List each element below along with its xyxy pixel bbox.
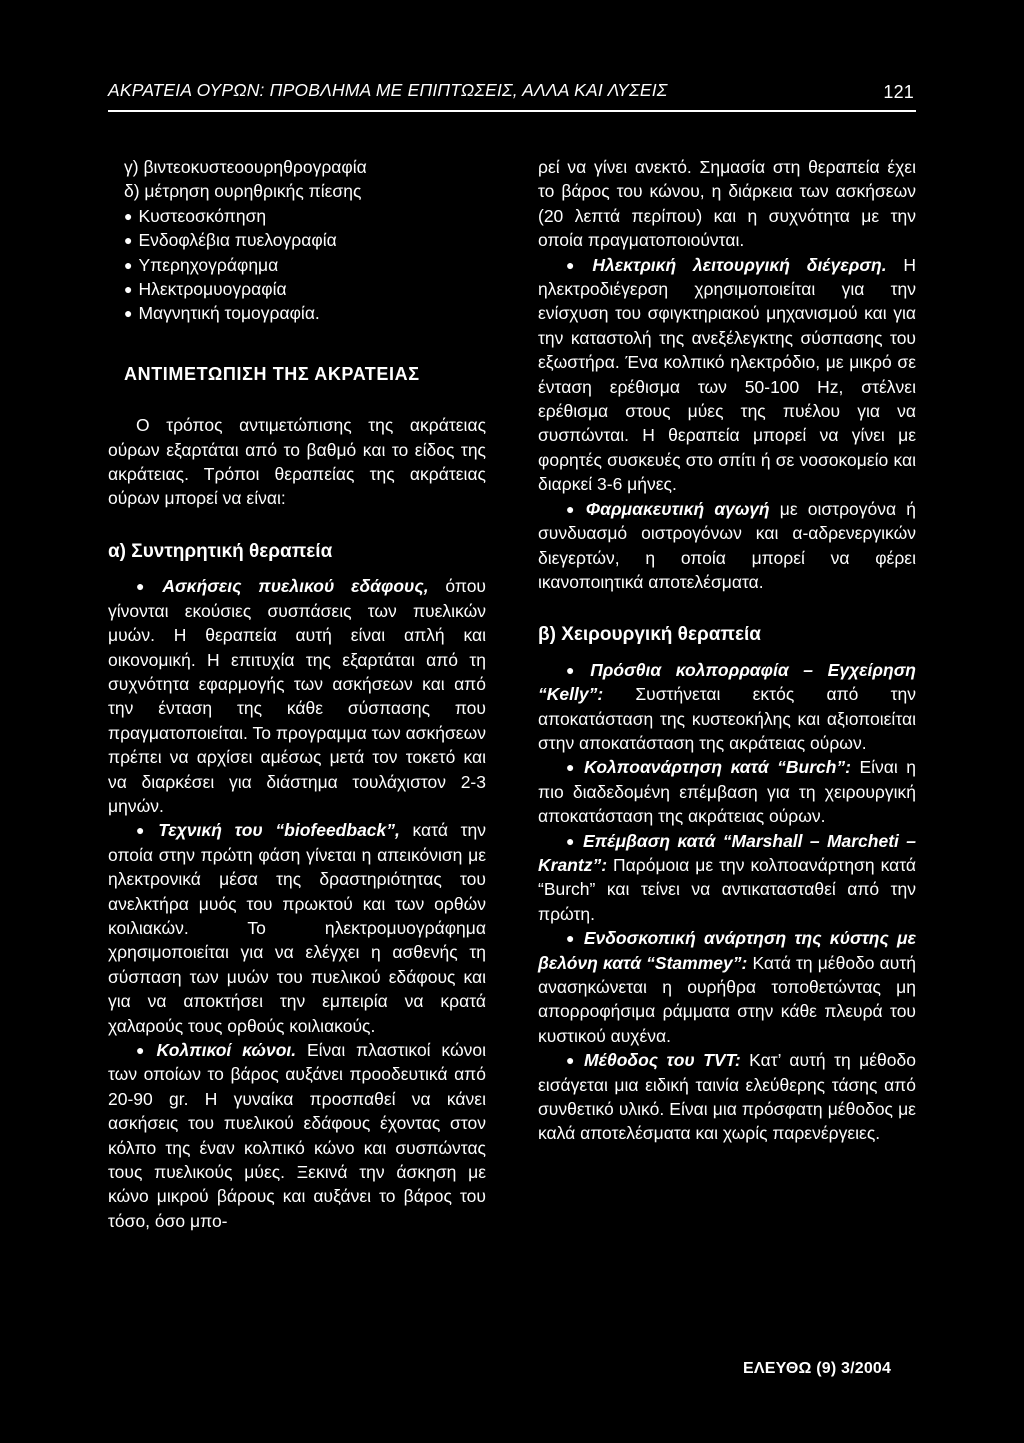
intro-paragraph: Ο τρόπος αντιμετώπισης της ακράτειας ούρων εξαρτάται από το βαθμό και το είδος της ακράτειας. Τρόποι θεραπείας της ακράτειας ούρων μπορεί να είναι: [108,415,486,509]
subheading-conservative: α) Συντηρητική θεραπεία [108,540,333,562]
continued-paragraph: ρεί να γίνει ανεκτό. Σημασία στη θεραπεία έχει το βάρος του κώνου, η διάρκεια των ασκήσεων (20 λεπτά περίπου) και η συχνότητα με την οποία πραγματοποιούνται. [538,157,916,251]
drug-therapy-paragraph: ● Φαρμακευτική αγωγή με οιστρογόνα ή συνδυασμό οιστρογόνων και α-αδρενεργικών διεγερτών, η οποία μπορεί να φέρει ικανοποιητικά αποτελέσματα. [538,498,916,592]
drug-therapy-label: Φαρμακευτική αγωγή [585,498,770,519]
bullet-icon: ● [136,578,157,595]
kelly-label: Πρόσθια κολπορραφία – Εγχείρηση “Kelly”: [538,659,916,705]
bullet-icon: ● [124,256,133,273]
left-column [108,155,486,1233]
list-item: γ) βιντεοκυστεοουρηθρογραφία [124,157,367,177]
bullet-icon: ● [124,232,133,249]
bullet-icon: ● [566,759,579,776]
header-rule [108,110,916,112]
bullet-icon: ● [124,281,133,298]
bullet-icon: ● [566,256,587,273]
running-header [108,78,916,108]
section-heading: ΑΝΤΙΜΕΤΩΠΙΣΗ ΤΗΣ ΑΚΡΑΤΕΙΑΣ [124,363,420,384]
biofeedback-paragraph: ● Τεχνική του “biofeedback”, κατά την οποία στην πρώτη φάση γίνεται η απεικόνιση με ηλεκτρονικά μέσα της δραστηριότητας του ανελκτήρα μυός του πρωκτού και των ορθών κοιλιακών. Το ηλεκτρομυογράφημα χρησιμοποιείται για να ελέγχει η ασθενής τη σύσπαση των μυών του πυελικού εδάφους και για να αποκτήσει την εμπειρία να κρατά χαλαρούς τους ορθούς κοιλιακούς. [108,820,486,1036]
tvt-label: Μέθοδος του TVT: [584,1050,741,1071]
vaginal-cones-label: Κολπικοί κώνοι. [156,1040,297,1060]
bullet-icon: ● [566,1052,579,1069]
bullet-icon: ● [566,832,577,849]
list-item: ● Ενδοφλέβια πυελογραφία [124,230,337,251]
header-title: ΑΚΡΑΤΕΙΑ ΟΥΡΩΝ: ΠΡΟΒΛΗΜΑ ΜΕ ΕΠΙΠΤΩΣΕΙΣ, ΑΛΛΑ ΚΑΙ ΛΥΣΕΙΣ [108,80,668,100]
vaginal-cones-paragraph: ● Κολπικοί κώνοι. Είναι πλαστικοί κώνοι των οποίων το βάρος αυξάνει προοδευτικά από 20-90 gr. Η γυναίκα προσπαθεί να κάνει ασκήσεις του πυελικού εδάφους έχοντας στον κόλπο της έναν κολπικό κώνο και συσπώντας τους πυελικούς μύες. Ξεκινά την άσκηση με κώνο μικρού βάρους και αυξάνει το βάρος του τόσο, όσο μπο- [108,1040,486,1231]
bullet-icon: ● [124,207,133,224]
pelvic-floor-paragraph: ● Ασκήσεις πυελικού εδάφους, όπου γίνονται εκούσιες συσπάσεις των πυελικών μυών. Η θεραπεία αυτή είναι απλή και οικονομική. Η επιτυχία της εξαρτάται από τη συχνότητα εφαρμογής των ασκήσεων και από την ένταση της κάθε σύσπασης που πραγματοποιείται. Το προγραμμα των ασκήσεων πρέπει να αρχίσει αμέσως μετά τον τοκετό και να διαρκέσει για διάστημα τουλάχιστον 2-3 μηνών. [108,576,486,816]
burch-paragraph: ● Κολποανάρτηση κατά “Burch”: Είναι η πιο διαδεδομένη επέμβαση για τη χειρουργική αποκατάσταση της ακράτειας ούρων. [538,757,916,827]
list-item: ● Υπερηχογράφημα [124,254,279,275]
bullet-icon: ● [566,661,585,678]
biofeedback-label: Τεχνική του “biofeedback”, [158,820,400,841]
right-column [538,155,916,1146]
kelly-paragraph: ● Πρόσθια κολπορραφία – Εγχείρηση “Kelly”: Συστήνεται εκτός από την αποκατάσταση της κυστεοκήλης και αξιοποιείται στην αποκατάσταση της ακράτειας ούρων. [538,659,916,753]
bullet-icon: ● [124,305,133,322]
burch-label: Κολποανάρτηση κατά “Burch”: [584,757,852,778]
page-number: 121 [883,82,914,102]
list-item: ● Κυστεοσκόπηση [124,205,267,226]
bullet-icon: ● [566,930,578,947]
subheading-surgical: β) Χειρουργική θεραπεία [538,624,761,646]
bullet-icon: ● [136,1042,151,1058]
bullet-icon: ● [566,500,580,517]
electrical-stimulation-paragraph: ● Ηλεκτρική λειτουργική διέγερση. Η ηλεκτροδιέγερση χρησιμοποιείται για την ενίσχυση του σφιγκτηριακού μηχανισμού και για την καταστολή της ανεξέλεγκτης σύσπασης του εξωστήρα. Ένα κολπικό ηλεκτρόδιο, με μικρό σε ένταση ερέθισμα των 50-100 Hz, στέλνει ερέθισμα στους μύες της πυέλου για να συσπώνται. Η θεραπεία μπορεί να γίνει με φορητές συσκευές στο σπίτι ή σε νοσοκομείο και διαρκεί 3-6 μήνες. [538,254,916,495]
electrical-stimulation-label: Ηλεκτρική λειτουργική διέγερση. [592,254,887,275]
stamey-label: Ενδοσκοπική ανάρτηση της κύστης με βελόνη κατά “Stammey”: [538,928,916,973]
journal-footer: ΕΛΕΥΘΩ (9) 3/2004 [743,1360,892,1377]
list-item: ● Μαγνητική τομογραφία. [124,303,320,324]
mmk-label: Επέμβαση κατά “Marshall – Marcheti – Krantz”: [538,830,916,875]
list-item: δ) μέτρηση ουρηθρικής πίεσης [124,181,362,202]
list-item: ● Ηλεκτρομυογραφία [124,279,287,300]
mmk-paragraph: ● Επέμβαση κατά “Marshall – Marcheti – Krantz”: Παρόμοια με την κολποανάρτηση κατά “Burch” και τείνει να αντικατασταθεί από την πρώτη. [538,830,916,924]
pelvic-floor-label: Ασκήσεις πυελικού εδάφους, [162,576,429,597]
tvt-paragraph: ● Μέθοδος του TVT: Κατ’ αυτή τη μέθοδο εισάγεται μια ειδική ταινία ελεύθερης τάσης από συνθετικό υλικό. Είναι μια πρόσφατη μέθοδος με καλά αποτελέσματα και χωρίς παρενέργειες. [538,1050,916,1144]
stamey-paragraph: ● Ενδοσκοπική ανάρτηση της κύστης με βελόνη κατά “Stammey”: Κατά τη μέθοδο αυτή ανασηκώνεται η ουρήθρα τοποθετώντας μη απορροφήσιμα ράμματα στην κάθε πλευρά του κυστικού αυχένα. [538,928,916,1046]
bullet-icon: ● [136,822,153,839]
